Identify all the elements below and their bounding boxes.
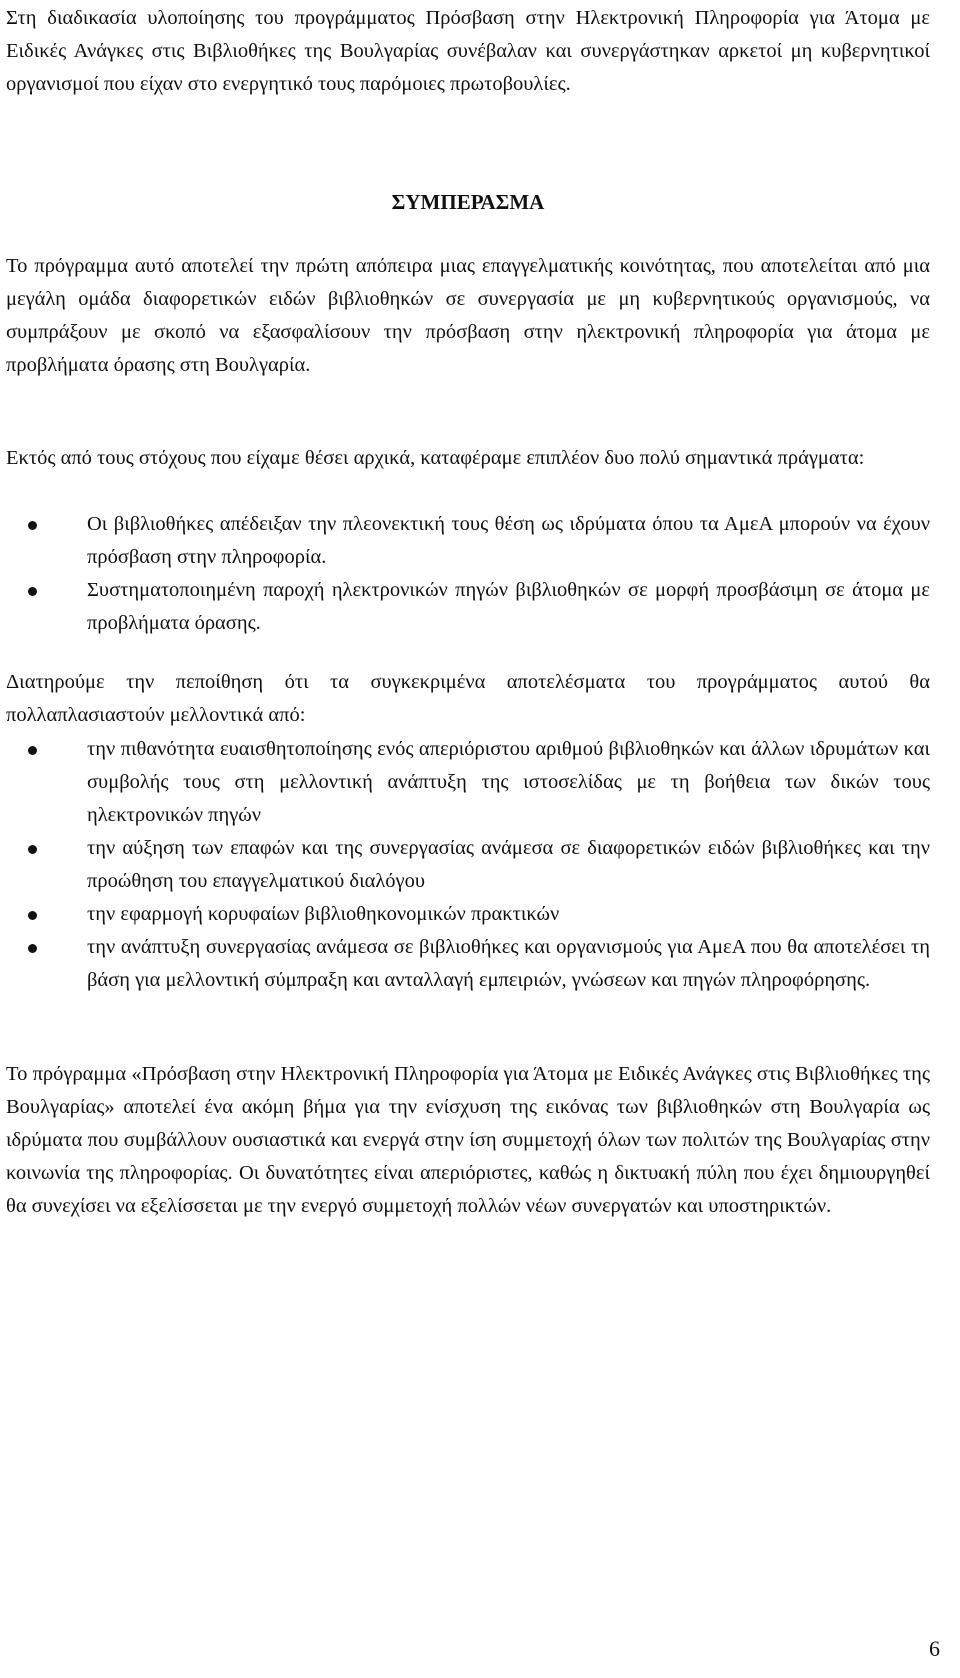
list-item-text: την ανάπτυξη συνεργασίας ανάμεσα σε βιβλιοθήκες και οργανισμούς για ΑμεΑ που θα αποτελέσει τη βάση για μελλοντική σύμπραξη και ανταλλαγή εμπειριών, γνώσεων και πηγών πληροφόρησης. (87, 936, 930, 991)
list-item-text: Οι βιβλιοθήκες απέδειξαν την πλεονεκτική τους θέση ως ιδρύματα όπου τα ΑμεΑ μπορούν να έχουν πρόσβαση στην πληροφορία. (87, 513, 930, 568)
list-item (6, 898, 930, 931)
list-item (6, 832, 930, 898)
list-item (6, 508, 930, 574)
page-number: 6 (929, 1636, 940, 1661)
achievements-intro: Εκτός από τους στόχους που είχαμε θέσει αρχικά, καταφέραμε επιπλέον δυο πολύ σημαντικά πράγματα: (6, 447, 865, 469)
bullet-icon (28, 746, 37, 755)
list-item (6, 931, 930, 997)
list-item-text: την εφαρμογή κορυφαίων βιβλιοθηκονομικών πρακτικών (87, 903, 560, 925)
future-intro: Διατηρούμε την πεποίθηση ότι τα συγκεκριμένα αποτελέσματα του προγράμματος αυτού θα πολλαπλασιαστούν μελλοντικά από: (6, 671, 930, 726)
list-item-text: Συστηματοποιημένη παροχή ηλεκτρονικών πηγών βιβλιοθηκών σε μορφή προσβάσιμη σε άτομα με προβλήματα όρασης. (87, 579, 930, 634)
closing-paragraph: Το πρόγραμμα «Πρόσβαση στην Ηλεκτρονική Πληροφορία για Άτομα με Ειδικές Ανάγκες στις Βιβλιοθήκες της Βουλγαρίας» αποτελεί ένα ακόμη βήμα για την ενίσχυση της εικόνας των βιβλιοθηκών στη Βουλγαρία ως ιδρύματα που συμβάλλουν ουσιαστικά και ενεργά στην ίση συμμετοχή όλων των πολιτών της Βουλγαρίας στην κοινωνία της πληροφορίας. Οι δυνατότητες είναι απεριόριστες, καθώς η δικτυακή πύλη που έχει δημιουργηθεί θα συνεχίσει να εξελίσσεται με την ενεργό συμμετοχή πολλών νέων συνεργατών και υποστηρικτών. (6, 1063, 930, 1217)
list-item-text: την πιθανότητα ευαισθητοποίησης ενός απεριόριστου αριθμού βιβλιοθηκών και άλλων ιδρυμάτων και συμβολής τους στη μελλοντική ανάπτυξη της ιστοσελίδας με τη βοήθεια των δικών τους ηλεκτρονικών πηγών (87, 738, 930, 826)
future-list (6, 733, 930, 997)
list-item (6, 574, 930, 640)
list-item-text: την αύξηση των επαφών και της συνεργασίας ανάμεσα σε διαφορετικών ειδών βιβλιοθήκες και την προώθηση του επαγγελματικού διαλόγου (87, 837, 930, 892)
achievements-list (6, 508, 930, 640)
bullet-icon (28, 944, 37, 953)
bullet-icon (28, 911, 37, 920)
bullet-icon (28, 587, 37, 596)
intro-paragraph: Στη διαδικασία υλοποίησης του προγράμματος Πρόσβαση στην Ηλεκτρονική Πληροφορία για Άτομα με Ειδικές Ανάγκες στις Βιβλιοθήκες της Βουλγαρίας συνέβαλαν και συνεργάστηκαν αρκετοί μη κυβερνητικοί οργανισμοί που είχαν στο ενεργητικό τους παρόμοιες πρωτοβουλίες. (6, 7, 930, 95)
bullet-icon (28, 521, 37, 530)
bullet-icon (28, 845, 37, 854)
list-item (6, 733, 930, 832)
section-title: ΣΥΜΠΕΡΑΣΜΑ (391, 190, 545, 214)
conclusion-paragraph: Το πρόγραμμα αυτό αποτελεί την πρώτη απόπειρα μιας επαγγελματικής κοινότητας, που αποτελείται από μια μεγάλη ομάδα διαφορετικών ειδών βιβλιοθηκών σε συνεργασία με μη κυβερνητικούς οργανισμούς, να συμπράξουν με σκοπό να εξασφαλίσουν την πρόσβαση στην ηλεκτρονική πληροφορία για άτομα με προβλήματα όρασης στη Βουλγαρία. (6, 255, 930, 376)
